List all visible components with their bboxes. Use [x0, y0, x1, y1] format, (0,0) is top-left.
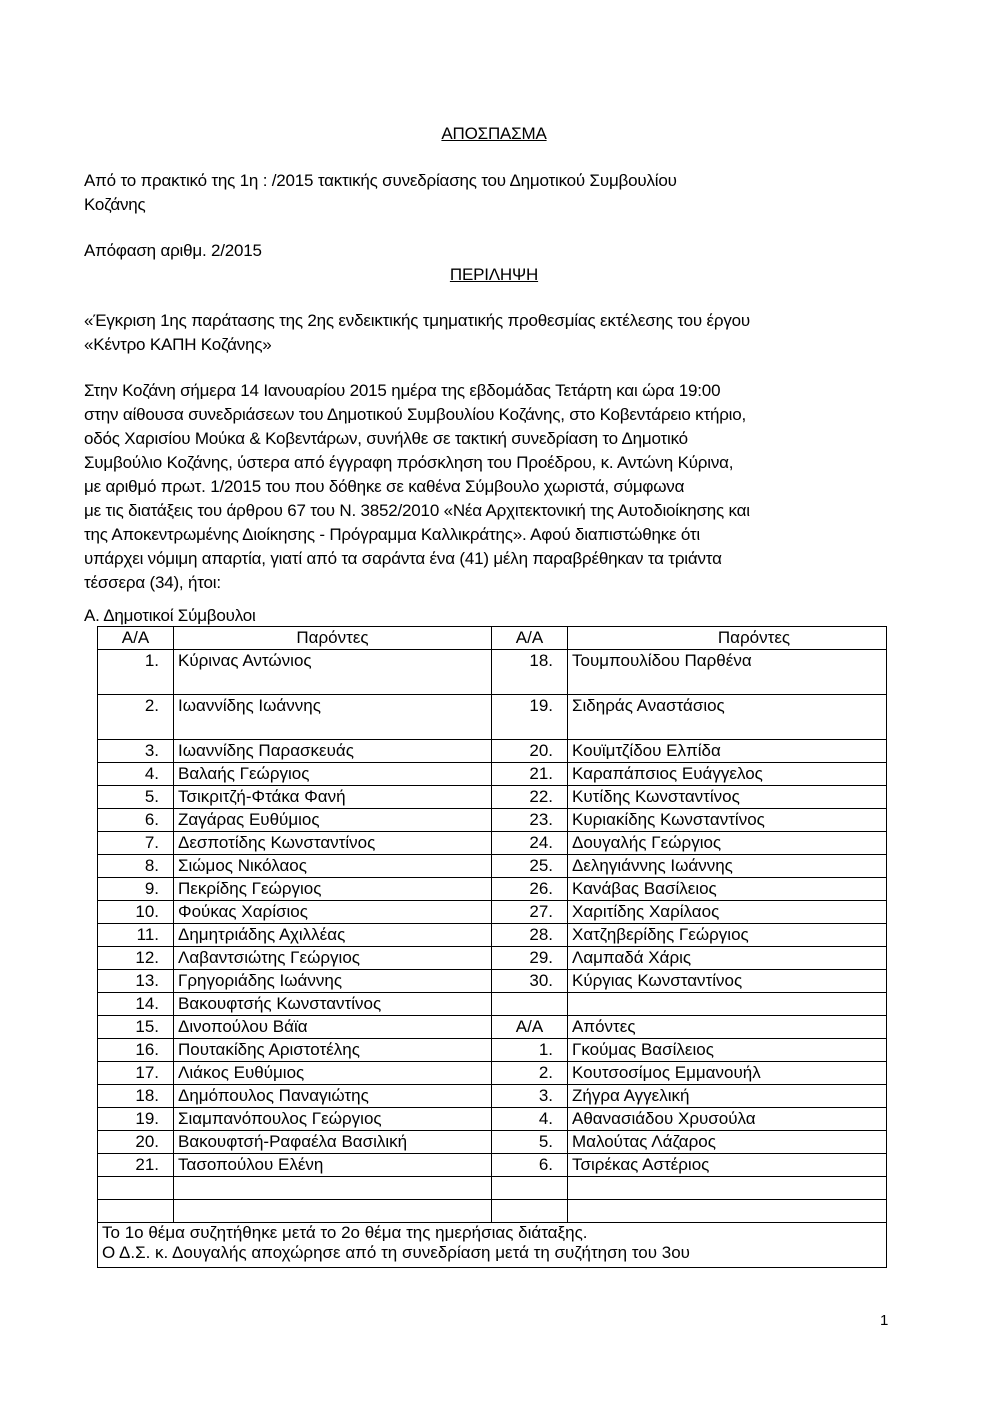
summary-title-text: ΠΕΡΙΛΗΨΗ — [449, 265, 539, 284]
section-label: Α. Δημοτικοί Σύμβουλοι — [84, 606, 256, 625]
row-number-right: 29. — [492, 947, 568, 970]
member-name-right: Δεληγιάννης Ιωάννης — [568, 855, 887, 878]
member-name-right: Κουτσοσίμος Εμμανουήλ — [568, 1062, 887, 1085]
header-aa-left: Α/Α — [98, 627, 174, 650]
member-name-left: Δημόπουλος Παναγιώτης — [174, 1085, 492, 1108]
summary-title — [84, 265, 904, 285]
member-name-right — [568, 1177, 887, 1200]
row-number-right: 4. — [492, 1108, 568, 1131]
member-name-left: Βακουφτσής Κωνσταντίνος — [174, 993, 492, 1016]
table-row — [98, 1154, 887, 1177]
member-name-right: Καραπάπσιος Ευάγγελος — [568, 763, 887, 786]
heading-text: ΑΠΟΣΠΑΣΜΑ — [441, 124, 547, 143]
absent-header-aa: Α/Α — [492, 1016, 568, 1039]
table-row — [98, 695, 887, 740]
member-name-left — [174, 1200, 492, 1223]
row-number-right: 2. — [492, 1062, 568, 1085]
row-number-right: 24. — [492, 832, 568, 855]
member-name-left: Πεκρίδης Γεώργιος — [174, 878, 492, 901]
row-number-right — [492, 1200, 568, 1223]
row-number-left: 15. — [98, 1016, 174, 1039]
row-number-left: 16. — [98, 1039, 174, 1062]
member-name-right — [568, 1200, 887, 1223]
row-number-right: 3. — [492, 1085, 568, 1108]
row-number-left — [98, 1177, 174, 1200]
body-line-2: στην αίθουσα συνεδριάσεων του Δημοτικού Συμβουλίου Κοζάνης, στο Κοβεντάρειο κτήριο, — [84, 405, 747, 424]
member-name-left: Τασοπούλου Ελένη — [174, 1154, 492, 1177]
member-name-right: Κυτίδης Κωνσταντίνος — [568, 786, 887, 809]
decision-number: Απόφαση αριθμ. 2/2015 — [84, 241, 262, 260]
table-row — [98, 878, 887, 901]
table-row — [98, 740, 887, 763]
member-name-left: Πουτακίδης Αριστοτέλης — [174, 1039, 492, 1062]
absent-header-label: Απόντες — [568, 1016, 887, 1039]
body-line-8: υπάρχει νόμιμη απαρτία, γιατί από τα σαράντα ένα (41) μέλη παραβρέθηκαν τα τριάντα — [84, 549, 722, 568]
member-name-left — [174, 1177, 492, 1200]
table-row — [98, 1085, 887, 1108]
member-name-right: Κύργιας Κωνσταντίνος — [568, 970, 887, 993]
row-number-right — [492, 1177, 568, 1200]
table-row — [98, 855, 887, 878]
footnote-line-2: Ο Δ.Σ. κ. Δουγαλής αποχώρησε από τη συνεδρίαση μετά τη συζήτηση του 3ου — [102, 1243, 690, 1262]
body-line-9: τέσσερα (34), ήτοι: — [84, 573, 221, 592]
member-name-right: Δουγαλής Γεώργιος — [568, 832, 887, 855]
member-name-left: Κύρινας Αντώνιος — [174, 650, 492, 695]
attendance-table — [97, 626, 887, 1268]
body-line-5: με αριθμό πρωτ. 1/2015 του που δόθηκε σε καθένα Σύμβουλο χωριστά, σύμφωνα — [84, 477, 685, 496]
page-number: 1 — [880, 1312, 889, 1329]
footnote-line-1: Το 1ο θέμα συζητήθηκε μετά το 2ο θέμα της ημερήσιας διάταξης. — [102, 1223, 588, 1242]
heading — [84, 124, 904, 144]
row-number-left: 18. — [98, 1085, 174, 1108]
table-row — [98, 1039, 887, 1062]
row-number-left: 8. — [98, 855, 174, 878]
body-line-4: Συμβούλιο Κοζάνης, ύστερα από έγγραφη πρόσκληση του Προέδρου, κ. Αντώνη Κύρινα, — [84, 453, 734, 472]
table-row — [98, 650, 887, 695]
row-number-left: 14. — [98, 993, 174, 1016]
member-name-left: Σιώμος Νικόλαος — [174, 855, 492, 878]
row-number-right — [492, 993, 568, 1016]
row-number-left: 2. — [98, 695, 174, 740]
member-name-right: Τουμπουλίδου Παρθένα — [568, 650, 887, 695]
member-name-right: Χατζηβερίδης Γεώργιος — [568, 924, 887, 947]
row-number-left: 19. — [98, 1108, 174, 1131]
subject-line-1: «Έγκριση 1ης παράτασης της 2ης ενδεικτικής τμηματικής προθεσμίας εκτέλεσης του έργου — [84, 311, 750, 330]
member-name-right: Ζήγρα Αγγελική — [568, 1085, 887, 1108]
table-row — [98, 1200, 887, 1223]
table-row — [98, 924, 887, 947]
member-name-left: Δημητριάδης Αχιλλέας — [174, 924, 492, 947]
row-number-left: 17. — [98, 1062, 174, 1085]
member-name-left: Ζαγάρας Ευθύμιος — [174, 809, 492, 832]
member-name-left: Βακουφτσή-Ραφαέλα Βασιλική — [174, 1131, 492, 1154]
attendance-table-body — [98, 627, 887, 1223]
member-name-left: Βαλαής Γεώργιος — [174, 763, 492, 786]
row-number-right: 19. — [492, 695, 568, 740]
table-header-row — [98, 627, 887, 650]
row-number-right: 25. — [492, 855, 568, 878]
row-number-left: 11. — [98, 924, 174, 947]
row-number-right: 6. — [492, 1154, 568, 1177]
table-row — [98, 809, 887, 832]
row-number-right: 18. — [492, 650, 568, 695]
row-number-right: 28. — [492, 924, 568, 947]
row-number-left — [98, 1200, 174, 1223]
member-name-left: Φούκας Χαρίσιος — [174, 901, 492, 924]
member-name-left: Δεσποτίδης Κωνσταντίνος — [174, 832, 492, 855]
member-name-left: Σιαμπανόπουλος Γεώργιος — [174, 1108, 492, 1131]
member-name-right: Γκούμας Βασίλειος — [568, 1039, 887, 1062]
row-number-left: 20. — [98, 1131, 174, 1154]
member-name-right: Κανάβας Βασίλειος — [568, 878, 887, 901]
member-name-right — [568, 993, 887, 1016]
row-number-left: 1. — [98, 650, 174, 695]
member-name-left: Λαβαντσιώτης Γεώργιος — [174, 947, 492, 970]
row-number-right: 27. — [492, 901, 568, 924]
table-footnote-cell — [98, 1223, 887, 1268]
table-row — [98, 1177, 887, 1200]
member-name-left: Ιωαννίδης Ιωάννης — [174, 695, 492, 740]
member-name-left: Λιάκος Ευθύμιος — [174, 1062, 492, 1085]
row-number-left: 21. — [98, 1154, 174, 1177]
row-number-left: 13. — [98, 970, 174, 993]
member-name-right: Κυριακίδης Κωνσταντίνος — [568, 809, 887, 832]
row-number-left: 6. — [98, 809, 174, 832]
member-name-right: Κουϊμτζίδου Ελπίδα — [568, 740, 887, 763]
member-name-left: Δινοπούλου Βάϊα — [174, 1016, 492, 1039]
table-row — [98, 786, 887, 809]
table-row — [98, 1131, 887, 1154]
extract-line-2: Κοζάνης — [84, 195, 146, 214]
table-row — [98, 832, 887, 855]
table-row — [98, 1108, 887, 1131]
row-number-right: 26. — [492, 878, 568, 901]
header-present-right: Παρόντες — [568, 627, 887, 650]
body-line-7: της Αποκεντρωμένης Διοίκησης - Πρόγραμμα Καλλικράτης». Αφού διαπιστώθηκε ότι — [84, 525, 701, 544]
body-line-1: Στην Κοζάνη σήμερα 14 Ιανουαρίου 2015 ημέρα της εβδομάδας Τετάρτη και ώρα 19:00 — [84, 381, 721, 400]
extract-line-1: Από το πρακτικό της 1η : /2015 τακτικής συνεδρίασης του Δημοτικού Συμβουλίου — [84, 171, 677, 190]
body-line-3: οδός Χαρισίου Μούκα & Κοβεντάρων, συνήλθε σε τακτική συνεδρίαση το Δημοτικό — [84, 429, 688, 448]
table-footnote-row — [98, 1223, 887, 1268]
row-number-left: 9. — [98, 878, 174, 901]
row-number-right: 5. — [492, 1131, 568, 1154]
attendance-table-footer — [98, 1223, 887, 1268]
row-number-right: 22. — [492, 786, 568, 809]
row-number-left: 7. — [98, 832, 174, 855]
member-name-right: Αθανασιάδου Χρυσούλα — [568, 1108, 887, 1131]
table-row — [98, 947, 887, 970]
member-name-left: Τσικριτζή-Φτάκα Φανή — [174, 786, 492, 809]
member-name-right: Μαλούτας Λάζαρος — [568, 1131, 887, 1154]
table-row — [98, 1016, 887, 1039]
table-row — [98, 901, 887, 924]
member-name-right: Χαριτίδης Χαρίλαος — [568, 901, 887, 924]
row-number-right: 23. — [492, 809, 568, 832]
row-number-left: 5. — [98, 786, 174, 809]
member-name-left: Ιωαννίδης Παρασκευάς — [174, 740, 492, 763]
table-row — [98, 1062, 887, 1085]
member-name-right: Τσιρέκας Αστέριος — [568, 1154, 887, 1177]
row-number-right: 21. — [492, 763, 568, 786]
header-present-left: Παρόντες — [174, 627, 492, 650]
row-number-right: 30. — [492, 970, 568, 993]
row-number-left: 3. — [98, 740, 174, 763]
member-name-right: Λαμπαδά Χάρις — [568, 947, 887, 970]
subject-line-2: «Κέντρο ΚΑΠΗ Κοζάνης» — [84, 335, 272, 354]
table-row — [98, 763, 887, 786]
body-line-6: με τις διατάξεις του άρθρου 67 του Ν. 3852/2010 «Νέα Αρχιτεκτονική της Αυτοδιοίκησης και — [84, 501, 750, 520]
row-number-right: 1. — [492, 1039, 568, 1062]
member-name-left: Γρηγοριάδης Ιωάννης — [174, 970, 492, 993]
member-name-right: Σιδηράς Αναστάσιος — [568, 695, 887, 740]
table-row — [98, 970, 887, 993]
row-number-left: 12. — [98, 947, 174, 970]
header-aa-right: Α/Α — [492, 627, 568, 650]
row-number-right: 20. — [492, 740, 568, 763]
table-row — [98, 993, 887, 1016]
row-number-left: 4. — [98, 763, 174, 786]
row-number-left: 10. — [98, 901, 174, 924]
